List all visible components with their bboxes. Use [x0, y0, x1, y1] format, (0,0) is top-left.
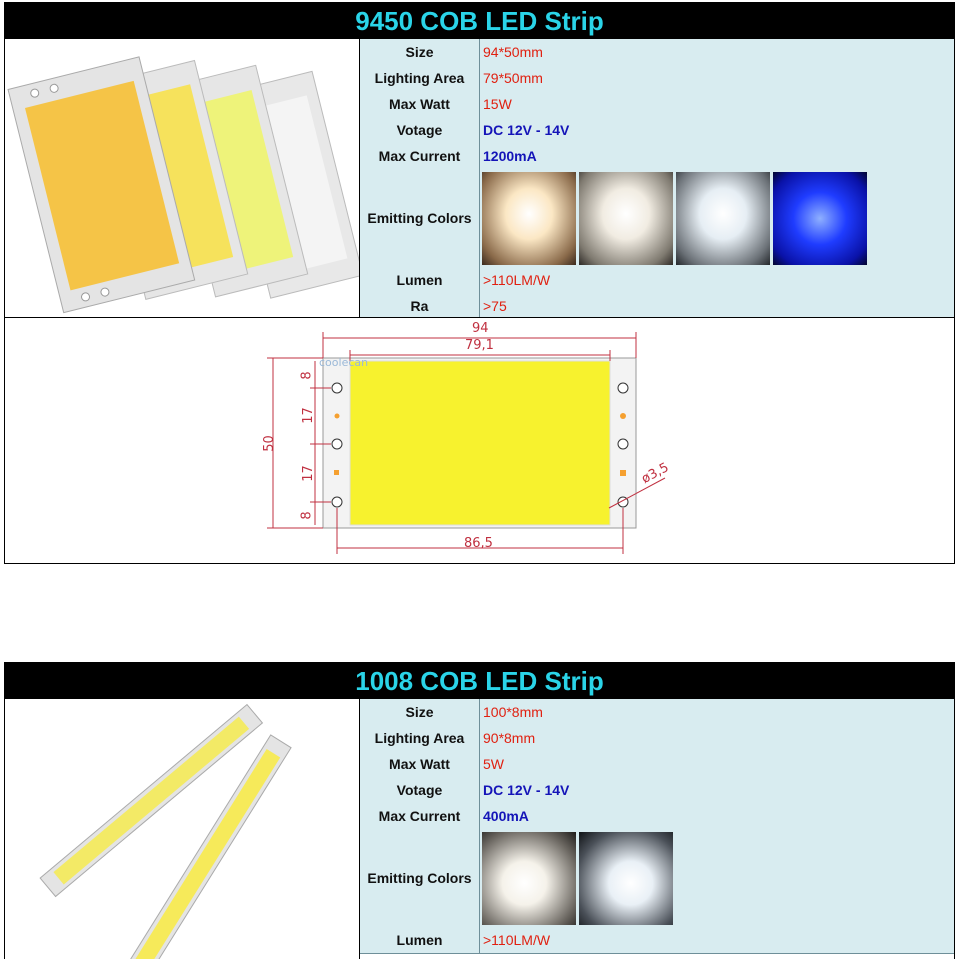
spec-value: 1200mA: [483, 148, 537, 164]
spec-value: 90*8mm: [483, 730, 536, 746]
spec-row-lumen: [360, 267, 954, 294]
product-title: 9450 COB LED Strip: [4, 2, 955, 38]
spec-value: 79*50mm: [483, 70, 543, 86]
product-photo: [5, 39, 359, 317]
spec-value: 15W: [483, 96, 512, 112]
spec-row-size: [360, 699, 954, 726]
spec-label: Max Current: [360, 143, 480, 169]
spec-value: >110LM/W: [483, 932, 551, 948]
spec-row-max-current: [360, 143, 954, 170]
spec-label: Lumen: [360, 267, 480, 293]
spec-row-max-current: [360, 803, 954, 830]
dimension-drawing-panel: [4, 317, 955, 564]
spec-value: 94*50mm: [483, 44, 543, 60]
spec-row-lighting-area: [360, 65, 954, 92]
product-block-1008: [4, 662, 955, 946]
spec-row-voltage: [360, 777, 954, 804]
spec-row-max-watt: [360, 751, 954, 778]
spec-value: 400mA: [483, 808, 529, 824]
spec-row-emitting-colors: [360, 169, 954, 268]
spec-label: Lighting Area: [360, 65, 480, 91]
spec-label: Size: [360, 39, 480, 65]
spec-value: DC 12V - 14V: [483, 782, 570, 798]
spec-label: Votage: [360, 777, 480, 803]
spec-value: >75: [483, 298, 507, 314]
dim-mid-top: 17: [300, 407, 316, 424]
product-photo: [5, 699, 359, 959]
warm-white-swatch: [482, 172, 576, 265]
dim-light-length: 79,1: [465, 338, 494, 353]
spec-label: Max Watt: [360, 91, 480, 117]
spec-value: 5W: [483, 756, 504, 772]
spec-label: Emitting Colors: [360, 829, 480, 927]
dim-edge-bottom: 8: [299, 511, 315, 520]
spec-value: DC 12V - 14V: [483, 122, 570, 138]
watermark-text: coolecan: [319, 356, 369, 369]
spec-table: [4, 698, 955, 959]
spec-row-lumen: [360, 927, 954, 954]
product-block-9450: [4, 2, 955, 564]
spec-label: Max Watt: [360, 751, 480, 777]
spec-row-size: [360, 39, 954, 66]
spec-label: Lumen: [360, 927, 480, 953]
dim-height: 50: [261, 435, 277, 452]
spec-row-lighting-area: [360, 725, 954, 752]
spec-label: Votage: [360, 117, 480, 143]
spec-row-ra: [360, 293, 954, 319]
natural-white-swatch: [579, 172, 673, 265]
cool-white-swatch: [676, 172, 770, 265]
dim-mid-bottom: 17: [300, 465, 316, 482]
spec-value: >110LM/W: [483, 272, 551, 288]
spec-label: Lighting Area: [360, 725, 480, 751]
spec-row-emitting-colors: [360, 829, 954, 928]
spec-row-voltage: [360, 117, 954, 144]
spec-label: Size: [360, 699, 480, 725]
spec-row-max-watt: [360, 91, 954, 118]
dimension-drawing: [5, 318, 954, 563]
spec-table: [4, 38, 955, 318]
spec-label: Ra: [360, 293, 480, 319]
spec-label: Max Current: [360, 803, 480, 829]
cob-panels-illustration: [5, 39, 359, 317]
warm-white-swatch: [482, 832, 576, 925]
blue-swatch: [773, 172, 867, 265]
dim-edge-top: 8: [299, 371, 315, 380]
dim-hole-diameter: ø3,5: [639, 460, 672, 487]
spec-value: 100*8mm: [483, 704, 543, 720]
spec-label: Emitting Colors: [360, 169, 480, 267]
dim-total-length: 94: [472, 321, 489, 336]
cob-strips-illustration: [5, 699, 359, 959]
cool-white-swatch: [579, 832, 673, 925]
dim-hole-spacing: 86,5: [464, 536, 493, 551]
product-title: 1008 COB LED Strip: [4, 662, 955, 698]
